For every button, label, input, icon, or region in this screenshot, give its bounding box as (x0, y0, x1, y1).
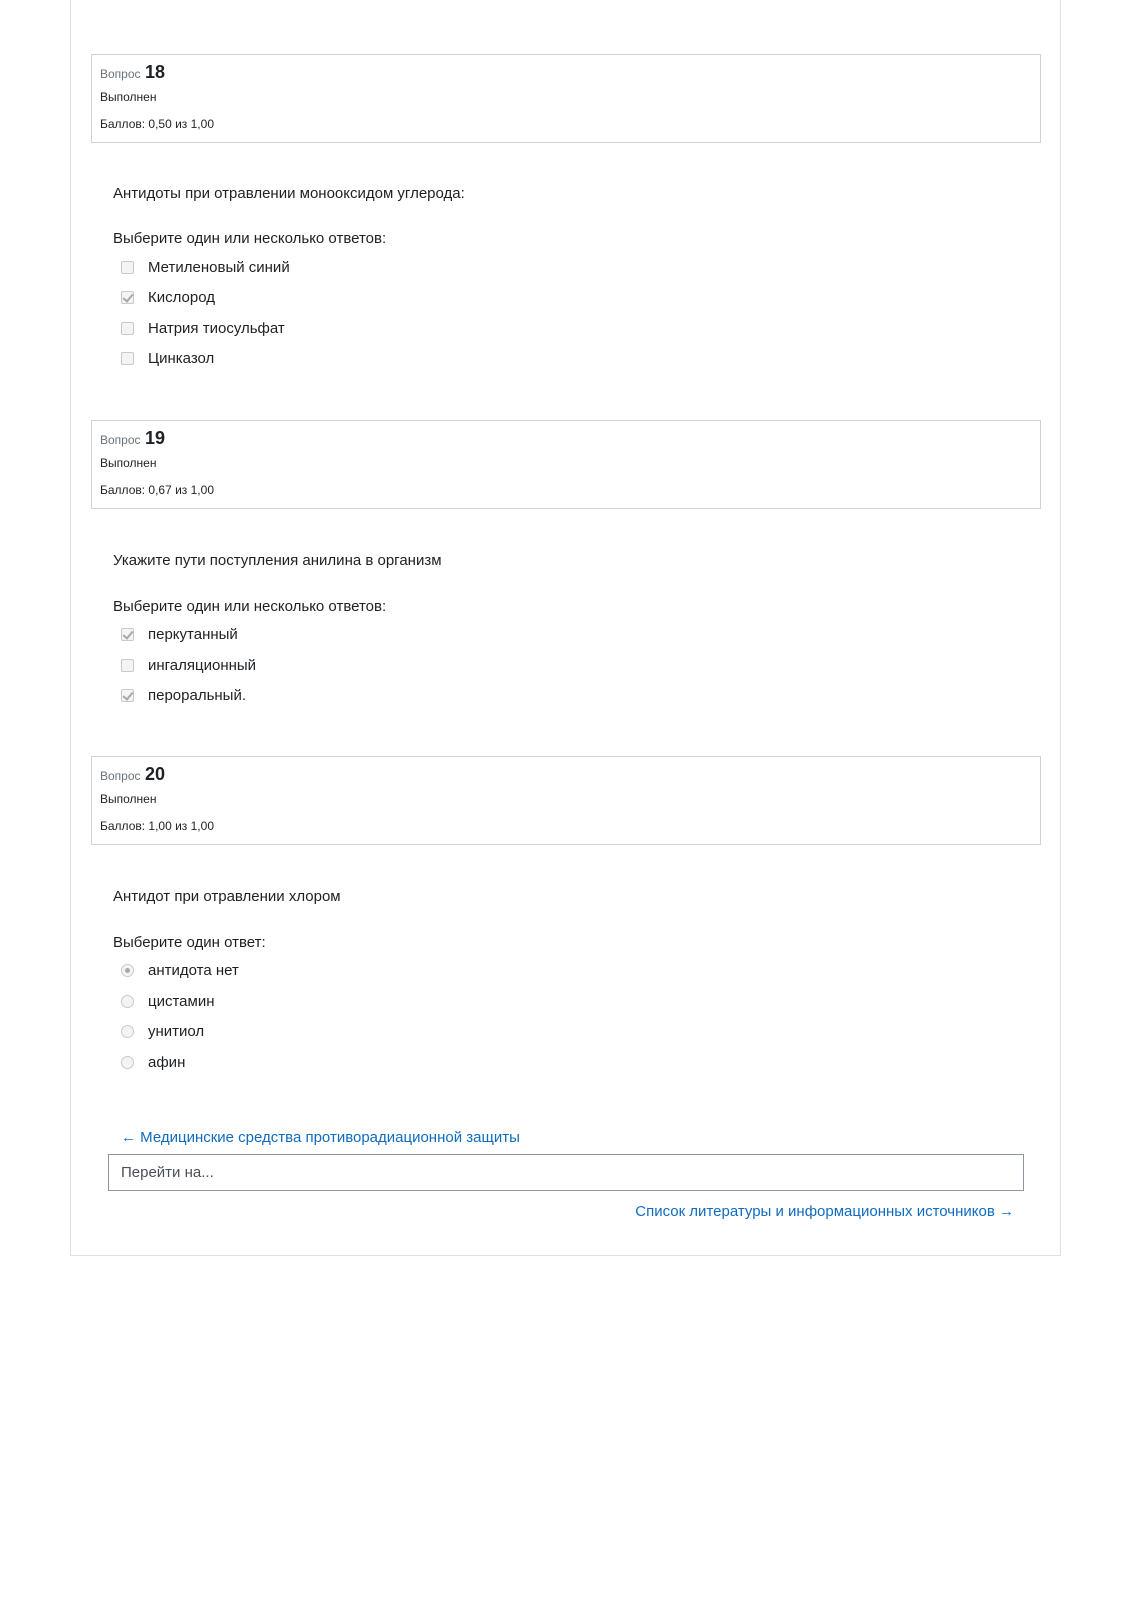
answer-option-label: унитиол (148, 1022, 205, 1040)
answer-option[interactable] (121, 684, 246, 706)
answer-option-label: ингаляционный (148, 656, 257, 674)
question-state: Выполнен (100, 792, 157, 806)
radio[interactable] (121, 995, 134, 1008)
radio[interactable] (121, 1056, 134, 1069)
question-18-info (91, 54, 1041, 143)
checkbox[interactable] (121, 261, 134, 274)
question-state: Выполнен (100, 90, 157, 104)
radio-selected[interactable] (121, 964, 134, 977)
question-20-content (113, 887, 1013, 1077)
answer-option-label: перкутанный (148, 625, 238, 643)
question-number (100, 60, 1032, 84)
question-19-info (91, 420, 1041, 509)
question-number-value: 20 (144, 764, 166, 784)
answer-option-label: пероральный. (148, 686, 247, 704)
checkbox-checked[interactable] (121, 689, 134, 702)
question-label: Вопрос (100, 769, 141, 783)
question-number (100, 762, 1032, 786)
answer-option-label: Кислород (148, 288, 215, 306)
answer-option[interactable] (121, 347, 214, 369)
question-number (100, 426, 1032, 450)
answer-option[interactable] (121, 623, 238, 645)
radio[interactable] (121, 1025, 134, 1038)
question-18-content (113, 184, 1013, 374)
question-text: Укажите пути поступления анилина в организм (113, 552, 442, 569)
question-label: Вопрос (100, 433, 141, 447)
answer-option[interactable] (121, 317, 285, 339)
answer-option-label: антидота нет (148, 961, 239, 979)
answer-prompt: Выберите один или несколько ответов: (113, 230, 387, 247)
next-activity-link[interactable]: Список литературы и информационных источников → (635, 1203, 1014, 1220)
question-label: Вопрос (100, 67, 141, 81)
question-grade: Баллов: 1,00 из 1,00 (100, 819, 214, 833)
answer-option[interactable] (121, 256, 290, 278)
answer-option[interactable] (121, 654, 256, 676)
question-19-content (113, 551, 1013, 711)
checkbox[interactable] (121, 659, 134, 672)
answer-option-label: Натрия тиосульфат (148, 319, 285, 337)
answer-option[interactable] (121, 959, 239, 981)
question-text: Антидот при отравлении хлором (113, 888, 341, 905)
answer-option[interactable] (121, 1051, 185, 1073)
answer-option-label: Метиленовый синий (148, 258, 290, 276)
answer-option[interactable] (121, 990, 215, 1012)
question-grade: Баллов: 0,50 из 1,00 (100, 117, 214, 131)
checkbox[interactable] (121, 322, 134, 335)
question-grade: Баллов: 0,67 из 1,00 (100, 483, 214, 497)
question-text: Антидоты при отравлении монооксидом углерода: (113, 185, 465, 202)
jump-to-select[interactable]: Перейти на... (108, 1154, 1024, 1191)
answer-prompt: Выберите один ответ: (113, 934, 266, 951)
checkbox-checked[interactable] (121, 291, 134, 304)
answer-option-label: цистамин (148, 992, 215, 1010)
checkbox-checked[interactable] (121, 628, 134, 641)
answer-prompt: Выберите один или несколько ответов: (113, 598, 387, 615)
question-state: Выполнен (100, 456, 157, 470)
answer-option[interactable] (121, 1020, 204, 1042)
answer-option-label: афин (148, 1053, 186, 1071)
answer-option[interactable] (121, 286, 215, 308)
answer-option-label: Цинказол (148, 349, 215, 367)
question-20-info (91, 756, 1041, 845)
prev-activity-link[interactable]: ← Медицинские средства противорадиационной защиты (121, 1129, 520, 1146)
question-number-value: 19 (144, 428, 166, 448)
question-number-value: 18 (144, 62, 166, 82)
checkbox[interactable] (121, 352, 134, 365)
